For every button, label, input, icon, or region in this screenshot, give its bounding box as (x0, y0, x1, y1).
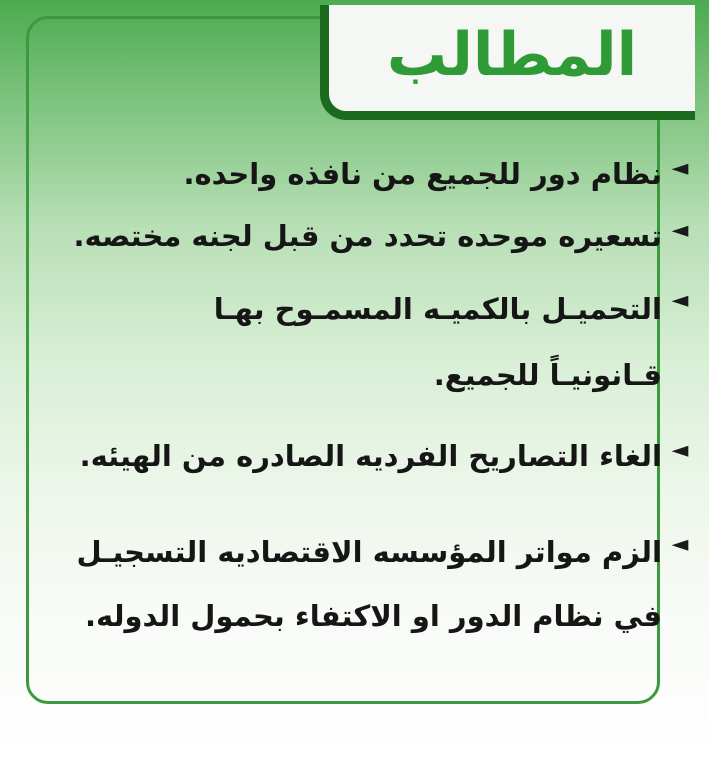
title-banner (320, 5, 695, 120)
arrow-left-icon: ◄ (671, 218, 689, 243)
list-item (30, 144, 698, 204)
list-item (30, 520, 698, 648)
list-item-line: التحميـل بالكميـه المسمـوح بهـا (213, 292, 662, 326)
list-item-text (30, 520, 662, 648)
list-item-line: الغاء التصاريح الفرديه الصادره من الهيئه. (79, 439, 662, 473)
list-item (30, 426, 698, 486)
list-item-line: تسعيره موحده تحدد من قبل لجنه مختصه. (73, 219, 662, 253)
page-title: المطالب (386, 20, 638, 90)
list-item (30, 276, 698, 408)
list-item-text (30, 206, 662, 266)
list-item-text (30, 426, 662, 486)
arrow-left-icon: ◄ (671, 156, 689, 181)
arrow-left-icon: ◄ (671, 438, 689, 463)
list-item-line: قـانونيـاً للجميع. (433, 358, 662, 392)
list-item (30, 206, 698, 266)
arrow-left-icon: ◄ (671, 532, 689, 557)
demands-list (30, 140, 698, 660)
list-item-line: نظام دور للجميع من نافذه واحده. (183, 157, 662, 191)
list-item-text (30, 144, 662, 204)
arrow-left-icon: ◄ (671, 288, 689, 313)
list-item-line: الزم مواتر المؤسسه الاقتصاديه التسجيـل (76, 535, 662, 569)
list-item-text (30, 276, 662, 408)
list-item-line: في نظام الدور او الاكتفاء بحمول الدوله. (85, 599, 662, 633)
